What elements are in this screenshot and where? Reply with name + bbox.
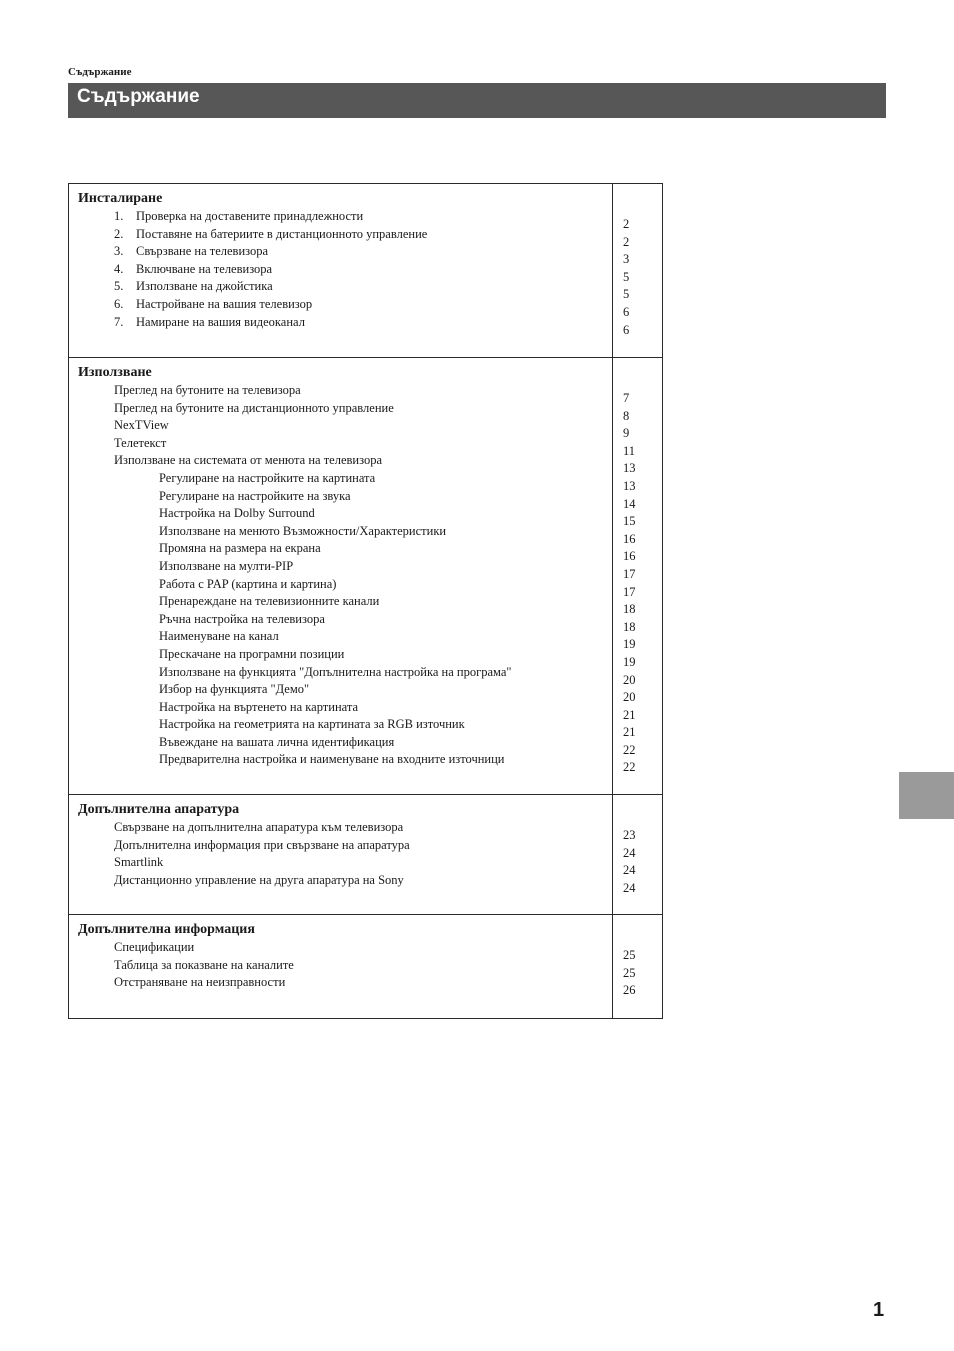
toc-page-number: 20 bbox=[623, 690, 636, 705]
toc-page-number: 3 bbox=[623, 252, 630, 267]
toc-entry-text: Пренареждане на телевизионните канали bbox=[159, 594, 380, 609]
toc-entry[interactable] bbox=[159, 751, 612, 769]
toc-entry-text: Свързване на телевизора bbox=[136, 244, 269, 259]
toc-entry[interactable] bbox=[114, 400, 612, 418]
toc-entry-text: Поставяне на батериите в дистанционното управление bbox=[136, 226, 428, 241]
toc-entry-text: Преглед на бутоните на телевизора bbox=[114, 383, 301, 397]
toc-page-number: 19 bbox=[623, 637, 636, 652]
toc-entry[interactable] bbox=[114, 314, 612, 332]
toc-entry[interactable] bbox=[159, 540, 612, 558]
toc-entry[interactable] bbox=[159, 664, 612, 682]
toc-entry-text: Ръчна настройка на телевизора bbox=[159, 611, 325, 626]
toc-page-column bbox=[613, 915, 662, 1018]
toc-entry[interactable] bbox=[114, 261, 612, 279]
toc-entry-text: Настройка на Dolby Surround bbox=[159, 506, 315, 521]
toc-section bbox=[69, 915, 662, 1018]
toc-entry-number: 3. bbox=[114, 244, 124, 259]
toc-page-column bbox=[613, 184, 662, 357]
toc-entry[interactable] bbox=[159, 576, 612, 594]
toc-entry-text: Проверка на доставените принадлежности bbox=[136, 209, 364, 223]
toc-entry[interactable] bbox=[159, 681, 612, 699]
toc-page-number: 5 bbox=[623, 269, 630, 284]
toc-page-number: 13 bbox=[623, 461, 636, 476]
toc-entry-text: Дистанционно управление на друга апаратура на Sony bbox=[114, 872, 404, 887]
toc-entry-number: 6. bbox=[114, 296, 124, 311]
toc-section-entries bbox=[69, 795, 613, 914]
toc-page-number: 2 bbox=[623, 217, 630, 231]
toc-section-entries bbox=[69, 358, 613, 794]
toc-page-number: 5 bbox=[623, 287, 630, 302]
toc-section bbox=[69, 184, 662, 358]
toc-entry[interactable] bbox=[114, 939, 612, 957]
toc-entry[interactable] bbox=[159, 611, 612, 629]
toc-entry-text: Прескачане на програмни позиции bbox=[159, 646, 345, 661]
toc-page-number: 24 bbox=[623, 845, 636, 860]
toc-entry-number: 1. bbox=[114, 209, 124, 223]
toc-page-number: 26 bbox=[623, 983, 636, 998]
toc-entry-text: Таблица за показване на каналите bbox=[114, 957, 294, 972]
toc-entry-text: Въвеждане на вашата лична идентификация bbox=[159, 734, 395, 749]
toc-page-number: 6 bbox=[623, 304, 630, 319]
toc-entry[interactable] bbox=[114, 957, 612, 975]
running-header: Съдържание bbox=[68, 66, 132, 78]
toc-section-title: Допълнителна апаратура bbox=[78, 802, 240, 817]
toc-entry-text: Отстраняване на неизправности bbox=[114, 975, 286, 990]
toc-page-number: 13 bbox=[623, 478, 636, 493]
toc-entry[interactable] bbox=[114, 974, 612, 992]
toc-page-number: 9 bbox=[623, 426, 630, 441]
toc-table bbox=[68, 183, 663, 1019]
toc-entry-text: Намиране на вашия видеоканал bbox=[136, 314, 305, 329]
toc-entry[interactable] bbox=[159, 628, 612, 646]
toc-section-entries bbox=[69, 184, 613, 357]
toc-entry[interactable] bbox=[159, 699, 612, 717]
toc-entry-text: Промяна на размера на екрана bbox=[159, 541, 321, 556]
toc-entry-text: Работа с PAP (картина и картина) bbox=[159, 576, 337, 591]
toc-page-number: 18 bbox=[623, 619, 636, 634]
toc-page-column bbox=[613, 358, 662, 794]
toc-section-title: Допълнителна информация bbox=[78, 922, 255, 937]
toc-entry-text: Настройка на геометрията на картината за RGB източник bbox=[159, 717, 465, 732]
toc-entry-text: Настройка на въртенето на картината bbox=[159, 699, 359, 714]
toc-entry[interactable] bbox=[159, 470, 612, 488]
toc-page-number: 24 bbox=[623, 880, 636, 895]
toc-entry[interactable] bbox=[114, 243, 612, 261]
toc-entry[interactable] bbox=[114, 417, 612, 435]
toc-page-number: 8 bbox=[623, 408, 630, 423]
toc-entry[interactable] bbox=[159, 488, 612, 506]
toc-entry-text: Използване на функцията "Допълнителна настройка на програма" bbox=[159, 664, 512, 679]
toc-entry-number: 4. bbox=[114, 261, 124, 276]
toc-entry-text: Свързване на допълнителна апаратура към телевизора bbox=[114, 820, 404, 834]
toc-page-number: 15 bbox=[623, 514, 636, 529]
toc-section-title: Използване bbox=[78, 365, 152, 380]
toc-page-number: 17 bbox=[623, 566, 636, 581]
toc-entry[interactable] bbox=[159, 716, 612, 734]
toc-entry[interactable] bbox=[159, 505, 612, 523]
toc-entry[interactable] bbox=[114, 208, 612, 226]
toc-entry[interactable] bbox=[114, 382, 612, 400]
toc-page-column bbox=[613, 795, 662, 914]
toc-entry[interactable] bbox=[159, 558, 612, 576]
toc-page-number: 19 bbox=[623, 654, 636, 669]
toc-page-number: 14 bbox=[623, 496, 636, 511]
toc-page-number: 6 bbox=[623, 322, 630, 337]
toc-entry-text: Предварителна настройка и наименуване на входните източници bbox=[159, 752, 505, 767]
toc-page-number: 21 bbox=[623, 725, 636, 740]
toc-entry[interactable] bbox=[159, 734, 612, 752]
toc-entry-number: 5. bbox=[114, 279, 124, 294]
toc-page-number: 20 bbox=[623, 672, 636, 687]
toc-entry-text: Използване на менюто Възможности/Характеристики bbox=[159, 523, 447, 538]
toc-entry[interactable] bbox=[114, 872, 612, 890]
toc-entry-number: 2. bbox=[114, 226, 124, 241]
toc-entry[interactable] bbox=[114, 837, 612, 855]
toc-page-number: 17 bbox=[623, 584, 636, 599]
toc-entry[interactable] bbox=[159, 593, 612, 611]
toc-page-number: 16 bbox=[623, 531, 636, 546]
toc-entry[interactable] bbox=[114, 278, 612, 296]
toc-page-number: 11 bbox=[623, 443, 636, 458]
page-number: 1 bbox=[873, 1299, 885, 1321]
side-tab bbox=[899, 772, 954, 819]
toc-entry-text: Избор на функцията "Демо" bbox=[159, 682, 310, 697]
toc-page-number: 22 bbox=[623, 760, 636, 775]
toc-entry[interactable] bbox=[114, 226, 612, 244]
toc-entry-text: Използване на мулти-PIP bbox=[159, 558, 294, 573]
toc-entry[interactable] bbox=[114, 452, 612, 470]
toc-entry-text: Настройване на вашия телевизор bbox=[136, 296, 313, 311]
toc-entry-text: Спецификации bbox=[114, 940, 195, 954]
toc-entry[interactable] bbox=[114, 854, 612, 872]
toc-section-entries bbox=[69, 915, 613, 1018]
toc-entry-text: Smartlink bbox=[114, 855, 164, 870]
toc-page-number: 23 bbox=[623, 828, 636, 842]
toc-entry[interactable] bbox=[114, 296, 612, 314]
toc-section-title: Инсталиране bbox=[78, 191, 163, 206]
toc-entry[interactable] bbox=[114, 819, 612, 837]
toc-entry-text: Използване на системата от менюта на телевизора bbox=[114, 453, 383, 468]
toc-page-number: 25 bbox=[623, 948, 636, 962]
toc-entry-text: Допълнителна информация при свързване на апаратура bbox=[114, 837, 410, 852]
toc-page-number: 16 bbox=[623, 549, 636, 564]
toc-section bbox=[69, 358, 662, 795]
toc-entry[interactable] bbox=[159, 523, 612, 541]
toc-entry-text: NexTView bbox=[114, 418, 169, 433]
toc-page-number: 18 bbox=[623, 602, 636, 617]
toc-entry-number: 7. bbox=[114, 314, 124, 329]
toc-page-number: 7 bbox=[623, 391, 630, 405]
toc-entry-text: Използване на джойстика bbox=[136, 279, 273, 294]
toc-entry[interactable] bbox=[114, 435, 612, 453]
toc-page-number: 21 bbox=[623, 707, 636, 722]
toc-entry-text: Регулиране на настройките на звука bbox=[159, 488, 351, 503]
toc-page-number: 22 bbox=[623, 742, 636, 757]
page-title: Съдържание bbox=[77, 86, 200, 107]
toc-page-number: 25 bbox=[623, 965, 636, 980]
title-bar bbox=[68, 83, 886, 118]
toc-entry-text: Наименуване на канал bbox=[159, 629, 279, 644]
toc-entry[interactable] bbox=[159, 646, 612, 664]
toc-page-number: 2 bbox=[623, 234, 630, 249]
toc-entry-text: Преглед на бутоните на дистанционното управление bbox=[114, 400, 394, 415]
toc-entry-text: Регулиране на настройките на картината bbox=[159, 470, 376, 485]
toc-entry-text: Включване на телевизора bbox=[136, 261, 273, 276]
toc-entry-text: Телетекст bbox=[114, 435, 167, 450]
toc-section bbox=[69, 795, 662, 915]
toc-page-number: 24 bbox=[623, 863, 636, 878]
